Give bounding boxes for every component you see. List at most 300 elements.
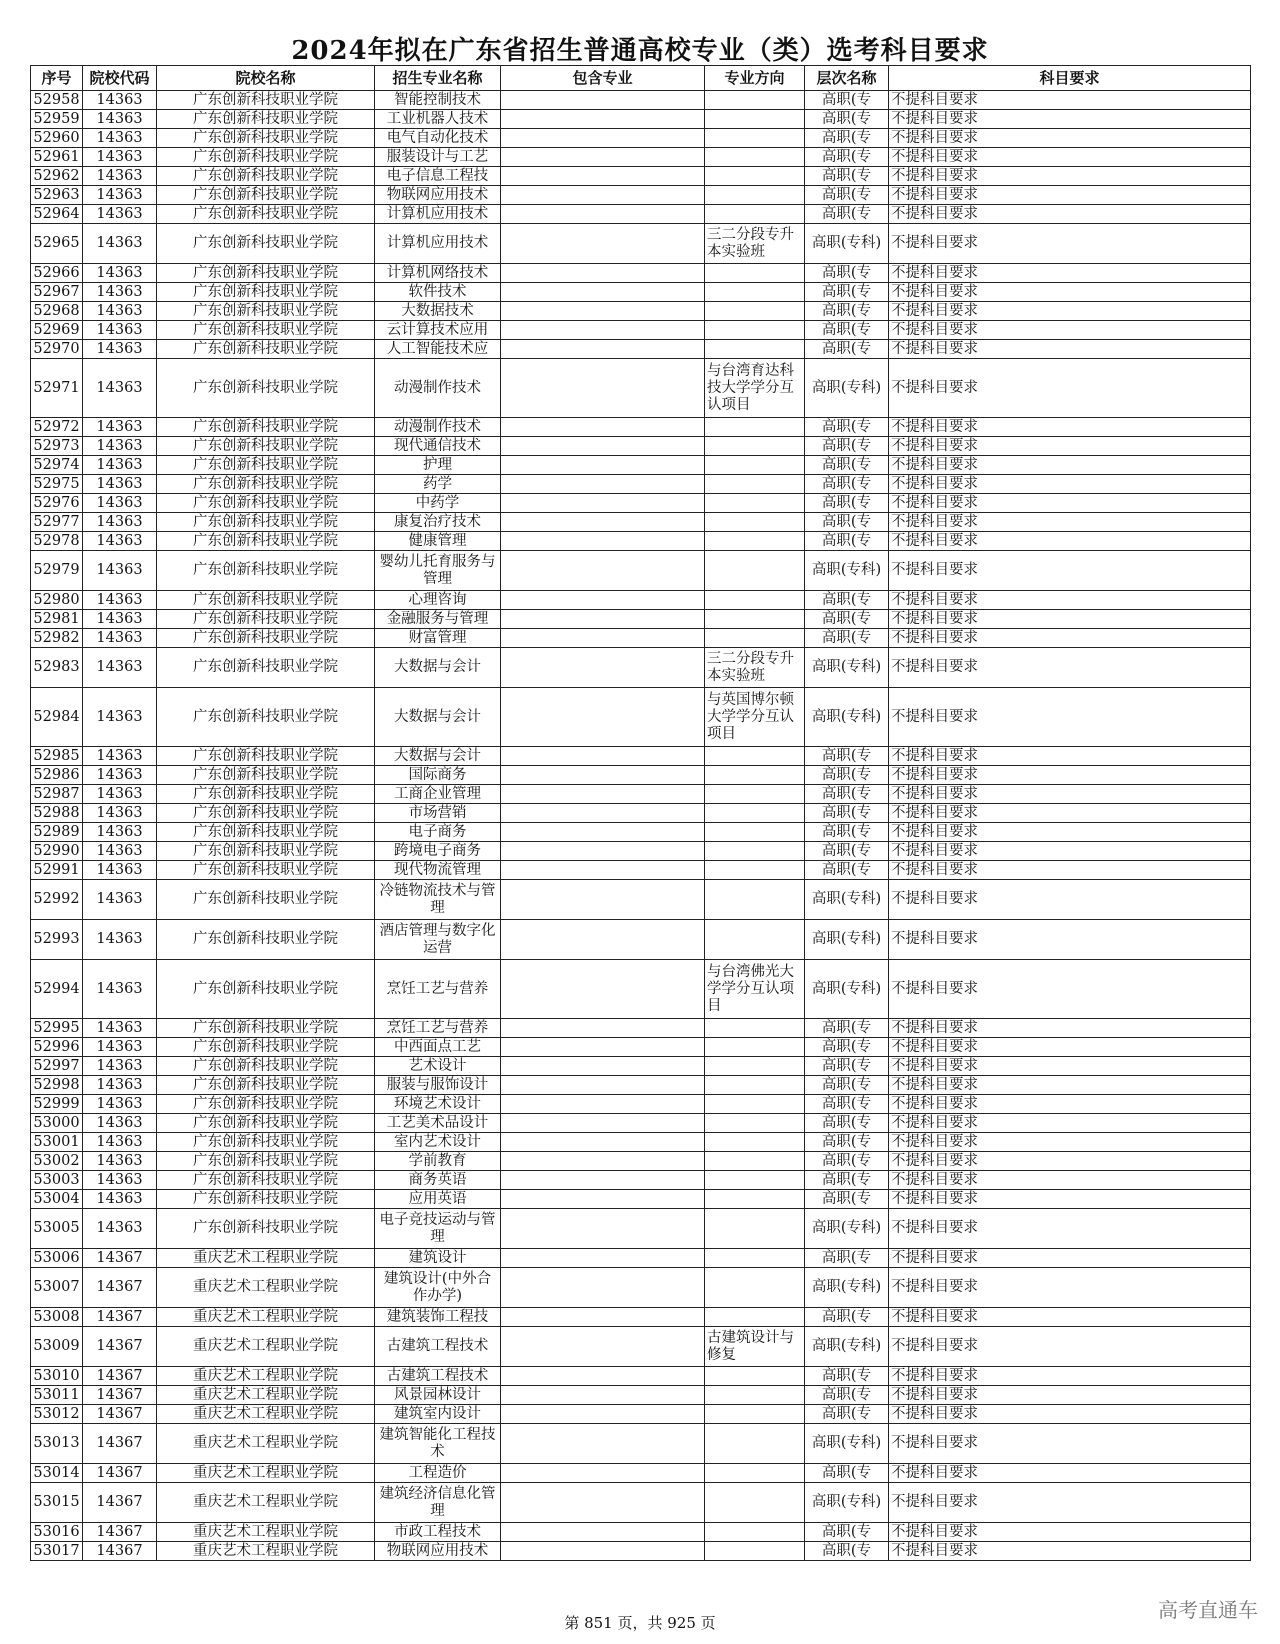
- cell-school-code: 14363: [83, 1190, 157, 1209]
- cell-included-majors: [501, 129, 705, 148]
- header-level: 层次名称: [805, 66, 889, 91]
- cell-level: 高职(专: [805, 629, 889, 648]
- cell-level: 高职(专: [805, 532, 889, 551]
- cell-subject-requirement: 不提科目要求: [889, 591, 1251, 610]
- cell-major-direction: [705, 475, 805, 494]
- cell-school-code: 14363: [83, 1038, 157, 1057]
- cell-level: 高职(专科): [805, 1209, 889, 1249]
- cell-school-code: 14367: [83, 1523, 157, 1542]
- cell-major-name: 应用英语: [375, 1190, 501, 1209]
- table-row: [31, 1405, 1251, 1424]
- cell-level: 高职(专: [805, 1133, 889, 1152]
- cell-school-name: 广东创新科技职业学院: [157, 1019, 375, 1038]
- cell-school-name: 广东创新科技职业学院: [157, 513, 375, 532]
- table-row: [31, 785, 1251, 804]
- cell-seq: 52958: [31, 91, 83, 110]
- cell-school-code: 14363: [83, 321, 157, 340]
- cell-major-direction: [705, 437, 805, 456]
- cell-subject-requirement: 不提科目要求: [889, 1424, 1251, 1464]
- cell-school-name: 广东创新科技职业学院: [157, 475, 375, 494]
- cell-seq: 52993: [31, 920, 83, 960]
- cell-subject-requirement: 不提科目要求: [889, 1038, 1251, 1057]
- cell-seq: 52994: [31, 960, 83, 1019]
- cell-level: 高职(专科): [805, 1424, 889, 1464]
- cell-major-name: 动漫制作技术: [375, 418, 501, 437]
- cell-major-name: 大数据与会计: [375, 747, 501, 766]
- cell-school-name: 广东创新科技职业学院: [157, 1171, 375, 1190]
- cell-seq: 52959: [31, 110, 83, 129]
- table-row: [31, 648, 1251, 688]
- cell-seq: 52971: [31, 359, 83, 418]
- cell-seq: 52962: [31, 167, 83, 186]
- cell-major-direction: [705, 766, 805, 785]
- cell-school-code: 14363: [83, 785, 157, 804]
- cell-included-majors: [501, 785, 705, 804]
- cell-major-direction: [705, 1057, 805, 1076]
- cell-school-code: 14363: [83, 823, 157, 842]
- cell-included-majors: [501, 1424, 705, 1464]
- cell-seq: 53006: [31, 1249, 83, 1268]
- cell-included-majors: [501, 1133, 705, 1152]
- cell-level: 高职(专: [805, 494, 889, 513]
- cell-level: 高职(专: [805, 804, 889, 823]
- cell-major-direction: [705, 418, 805, 437]
- cell-subject-requirement: 不提科目要求: [889, 766, 1251, 785]
- cell-seq: 52964: [31, 205, 83, 224]
- cell-major-name: 金融服务与管理: [375, 610, 501, 629]
- cell-seq: 52995: [31, 1019, 83, 1038]
- cell-school-code: 14363: [83, 688, 157, 747]
- cell-level: 高职(专: [805, 1095, 889, 1114]
- cell-major-direction: [705, 129, 805, 148]
- cell-major-name: 电子信息工程技: [375, 167, 501, 186]
- cell-level: 高职(专: [805, 437, 889, 456]
- cell-school-code: 14367: [83, 1367, 157, 1386]
- table-row: [31, 804, 1251, 823]
- cell-level: 高职(专科): [805, 1268, 889, 1308]
- header-major-direction: 专业方向: [705, 66, 805, 91]
- cell-major-direction: [705, 1249, 805, 1268]
- cell-included-majors: [501, 688, 705, 747]
- cell-major-name: 中药学: [375, 494, 501, 513]
- cell-included-majors: [501, 1327, 705, 1367]
- cell-school-code: 14363: [83, 1057, 157, 1076]
- cell-school-code: 14363: [83, 629, 157, 648]
- cell-major-direction: [705, 321, 805, 340]
- table-row: [31, 591, 1251, 610]
- cell-level: 高职(专: [805, 302, 889, 321]
- cell-included-majors: [501, 960, 705, 1019]
- cell-seq: 52990: [31, 842, 83, 861]
- cell-major-name: 古建筑工程技术: [375, 1327, 501, 1367]
- cell-included-majors: [501, 1542, 705, 1561]
- cell-subject-requirement: 不提科目要求: [889, 747, 1251, 766]
- cell-major-direction: [705, 1209, 805, 1249]
- cell-major-direction: [705, 1095, 805, 1114]
- cell-subject-requirement: 不提科目要求: [889, 302, 1251, 321]
- cell-level: 高职(专: [805, 1523, 889, 1542]
- cell-included-majors: [501, 532, 705, 551]
- cell-included-majors: [501, 591, 705, 610]
- header-major-name: 招生专业名称: [375, 66, 501, 91]
- cell-level: 高职(专: [805, 1076, 889, 1095]
- cell-seq: 52975: [31, 475, 83, 494]
- cell-major-name: 艺术设计: [375, 1057, 501, 1076]
- cell-school-code: 14367: [83, 1308, 157, 1327]
- cell-major-name: 工商企业管理: [375, 785, 501, 804]
- table-row: [31, 91, 1251, 110]
- cell-school-name: 重庆艺术工程职业学院: [157, 1367, 375, 1386]
- cell-seq: 53010: [31, 1367, 83, 1386]
- cell-included-majors: [501, 823, 705, 842]
- cell-school-code: 14363: [83, 648, 157, 688]
- cell-major-name: 心理咨询: [375, 591, 501, 610]
- cell-major-name: 计算机网络技术: [375, 264, 501, 283]
- cell-included-majors: [501, 766, 705, 785]
- cell-included-majors: [501, 321, 705, 340]
- cell-seq: 52979: [31, 551, 83, 591]
- cell-subject-requirement: 不提科目要求: [889, 1114, 1251, 1133]
- cell-level: 高职(专: [805, 283, 889, 302]
- cell-major-name: 婴幼儿托育服务与管理: [375, 551, 501, 591]
- table-row: [31, 1095, 1251, 1114]
- cell-major-name: 建筑设计: [375, 1249, 501, 1268]
- cell-included-majors: [501, 456, 705, 475]
- table-row: [31, 186, 1251, 205]
- page-title: 2024年拟在广东省招生普通高校专业（类）选考科目要求: [291, 36, 989, 66]
- cell-major-name: 现代物流管理: [375, 861, 501, 880]
- cell-major-name: 电子商务: [375, 823, 501, 842]
- cell-seq: 53013: [31, 1424, 83, 1464]
- cell-school-code: 14363: [83, 861, 157, 880]
- cell-school-code: 14363: [83, 551, 157, 591]
- table-row: [31, 1114, 1251, 1133]
- cell-school-code: 14367: [83, 1464, 157, 1483]
- cell-major-direction: [705, 1464, 805, 1483]
- cell-level: 高职(专: [805, 861, 889, 880]
- cell-school-code: 14367: [83, 1542, 157, 1561]
- cell-major-name: 电子竞技运动与管理: [375, 1209, 501, 1249]
- cell-subject-requirement: 不提科目要求: [889, 1133, 1251, 1152]
- cell-included-majors: [501, 1308, 705, 1327]
- table-row: [31, 167, 1251, 186]
- cell-major-direction: [705, 1038, 805, 1057]
- cell-major-name: 市政工程技术: [375, 1523, 501, 1542]
- cell-included-majors: [501, 1019, 705, 1038]
- cell-level: 高职(专: [805, 1249, 889, 1268]
- table-row: [31, 1133, 1251, 1152]
- table-row: [31, 321, 1251, 340]
- cell-seq: 52963: [31, 186, 83, 205]
- header-subject-requirement: 科目要求: [889, 66, 1251, 91]
- cell-school-name: 重庆艺术工程职业学院: [157, 1464, 375, 1483]
- cell-seq: 52985: [31, 747, 83, 766]
- cell-school-name: 广东创新科技职业学院: [157, 205, 375, 224]
- table-row: [31, 610, 1251, 629]
- cell-subject-requirement: 不提科目要求: [889, 205, 1251, 224]
- cell-school-name: 广东创新科技职业学院: [157, 186, 375, 205]
- cell-level: 高职(专: [805, 148, 889, 167]
- cell-school-code: 14363: [83, 302, 157, 321]
- cell-school-code: 14363: [83, 747, 157, 766]
- cell-major-direction: 三二分段专升本实验班: [705, 224, 805, 264]
- table-row: [31, 842, 1251, 861]
- table-row: [31, 1483, 1251, 1523]
- cell-level: 高职(专: [805, 1190, 889, 1209]
- cell-seq: 52987: [31, 785, 83, 804]
- table-row: [31, 1057, 1251, 1076]
- cell-subject-requirement: 不提科目要求: [889, 1542, 1251, 1561]
- cell-major-name: 建筑装饰工程技: [375, 1308, 501, 1327]
- cell-major-direction: [705, 1542, 805, 1561]
- cell-school-code: 14363: [83, 437, 157, 456]
- cell-level: 高职(专: [805, 110, 889, 129]
- cell-subject-requirement: 不提科目要求: [889, 148, 1251, 167]
- cell-level: 高职(专科): [805, 688, 889, 747]
- cell-school-name: 广东创新科技职业学院: [157, 747, 375, 766]
- cell-major-direction: [705, 1133, 805, 1152]
- cell-included-majors: [501, 842, 705, 861]
- cell-major-direction: [705, 167, 805, 186]
- cell-level: 高职(专: [805, 785, 889, 804]
- cell-school-code: 14363: [83, 110, 157, 129]
- cell-major-name: 服装设计与工艺: [375, 148, 501, 167]
- cell-subject-requirement: 不提科目要求: [889, 880, 1251, 920]
- cell-major-direction: [705, 1076, 805, 1095]
- cell-subject-requirement: 不提科目要求: [889, 629, 1251, 648]
- table-row: [31, 264, 1251, 283]
- cell-included-majors: [501, 648, 705, 688]
- cell-subject-requirement: 不提科目要求: [889, 861, 1251, 880]
- cell-school-name: 重庆艺术工程职业学院: [157, 1327, 375, 1367]
- cell-subject-requirement: 不提科目要求: [889, 1019, 1251, 1038]
- cell-seq: 52967: [31, 283, 83, 302]
- cell-subject-requirement: 不提科目要求: [889, 110, 1251, 129]
- table-row: [31, 224, 1251, 264]
- cell-subject-requirement: 不提科目要求: [889, 804, 1251, 823]
- cell-major-direction: [705, 340, 805, 359]
- cell-seq: 52978: [31, 532, 83, 551]
- cell-seq: 52997: [31, 1057, 83, 1076]
- cell-major-name: 学前教育: [375, 1152, 501, 1171]
- cell-included-majors: [501, 1209, 705, 1249]
- cell-included-majors: [501, 804, 705, 823]
- cell-major-direction: [705, 551, 805, 591]
- table-row: [31, 1424, 1251, 1464]
- cell-school-name: 重庆艺术工程职业学院: [157, 1405, 375, 1424]
- cell-school-name: 广东创新科技职业学院: [157, 456, 375, 475]
- cell-included-majors: [501, 1038, 705, 1057]
- cell-school-name: 广东创新科技职业学院: [157, 1076, 375, 1095]
- requirements-table: [30, 65, 1251, 1561]
- table-row: [31, 1308, 1251, 1327]
- table-row: [31, 823, 1251, 842]
- cell-included-majors: [501, 167, 705, 186]
- cell-school-name: 广东创新科技职业学院: [157, 129, 375, 148]
- cell-seq: 52989: [31, 823, 83, 842]
- cell-major-direction: [705, 91, 805, 110]
- cell-level: 高职(专: [805, 475, 889, 494]
- cell-major-name: 环境艺术设计: [375, 1095, 501, 1114]
- cell-included-majors: [501, 747, 705, 766]
- cell-school-name: 广东创新科技职业学院: [157, 1152, 375, 1171]
- cell-school-code: 14363: [83, 1076, 157, 1095]
- cell-included-majors: [501, 1405, 705, 1424]
- cell-seq: 52981: [31, 610, 83, 629]
- cell-major-name: 建筑智能化工程技术: [375, 1424, 501, 1464]
- cell-school-code: 14363: [83, 920, 157, 960]
- header-school-name: 院校名称: [157, 66, 375, 91]
- cell-level: 高职(专科): [805, 1327, 889, 1367]
- table-row: [31, 747, 1251, 766]
- cell-major-direction: [705, 532, 805, 551]
- cell-subject-requirement: 不提科目要求: [889, 456, 1251, 475]
- cell-subject-requirement: 不提科目要求: [889, 1095, 1251, 1114]
- cell-level: 高职(专: [805, 1464, 889, 1483]
- cell-school-name: 广东创新科技职业学院: [157, 785, 375, 804]
- cell-school-code: 14367: [83, 1268, 157, 1308]
- cell-major-direction: [705, 1523, 805, 1542]
- cell-school-code: 14363: [83, 224, 157, 264]
- cell-school-name: 重庆艺术工程职业学院: [157, 1268, 375, 1308]
- cell-subject-requirement: 不提科目要求: [889, 437, 1251, 456]
- cell-subject-requirement: 不提科目要求: [889, 283, 1251, 302]
- cell-subject-requirement: 不提科目要求: [889, 823, 1251, 842]
- cell-major-direction: [705, 880, 805, 920]
- cell-school-name: 广东创新科技职业学院: [157, 804, 375, 823]
- cell-subject-requirement: 不提科目要求: [889, 610, 1251, 629]
- cell-school-code: 14367: [83, 1405, 157, 1424]
- cell-level: 高职(专科): [805, 880, 889, 920]
- cell-major-direction: [705, 494, 805, 513]
- cell-major-name: 古建筑工程技术: [375, 1367, 501, 1386]
- page-footer: 第 851 页，共 925 页: [564, 1614, 716, 1632]
- cell-level: 高职(专科): [805, 1483, 889, 1523]
- cell-subject-requirement: 不提科目要求: [889, 1268, 1251, 1308]
- table-row: [31, 283, 1251, 302]
- cell-seq: 53004: [31, 1190, 83, 1209]
- cell-seq: 52984: [31, 688, 83, 747]
- cell-major-direction: [705, 302, 805, 321]
- cell-included-majors: [501, 551, 705, 591]
- cell-major-direction: [705, 456, 805, 475]
- cell-included-majors: [501, 1367, 705, 1386]
- cell-school-name: 重庆艺术工程职业学院: [157, 1249, 375, 1268]
- cell-major-direction: [705, 610, 805, 629]
- cell-school-code: 14363: [83, 532, 157, 551]
- cell-school-name: 广东创新科技职业学院: [157, 1190, 375, 1209]
- cell-subject-requirement: 不提科目要求: [889, 264, 1251, 283]
- cell-major-direction: [705, 148, 805, 167]
- cell-seq: 52992: [31, 880, 83, 920]
- cell-school-name: 广东创新科技职业学院: [157, 321, 375, 340]
- cell-major-direction: [705, 1171, 805, 1190]
- cell-seq: 53008: [31, 1308, 83, 1327]
- cell-school-code: 14363: [83, 591, 157, 610]
- cell-school-code: 14363: [83, 1095, 157, 1114]
- cell-subject-requirement: 不提科目要求: [889, 129, 1251, 148]
- cell-subject-requirement: 不提科目要求: [889, 1327, 1251, 1367]
- cell-subject-requirement: 不提科目要求: [889, 494, 1251, 513]
- cell-level: 高职(专: [805, 1152, 889, 1171]
- cell-subject-requirement: 不提科目要求: [889, 842, 1251, 861]
- cell-seq: 52966: [31, 264, 83, 283]
- cell-major-direction: [705, 1424, 805, 1464]
- cell-major-direction: [705, 1114, 805, 1133]
- cell-included-majors: [501, 610, 705, 629]
- cell-included-majors: [501, 1076, 705, 1095]
- cell-school-code: 14363: [83, 610, 157, 629]
- cell-level: 高职(专: [805, 1019, 889, 1038]
- cell-level: 高职(专: [805, 766, 889, 785]
- cell-subject-requirement: 不提科目要求: [889, 1464, 1251, 1483]
- cell-level: 高职(专: [805, 1308, 889, 1327]
- cell-major-direction: 古建筑设计与修复: [705, 1327, 805, 1367]
- cell-subject-requirement: 不提科目要求: [889, 167, 1251, 186]
- cell-major-name: 计算机应用技术: [375, 224, 501, 264]
- cell-seq: 52991: [31, 861, 83, 880]
- cell-seq: 53007: [31, 1268, 83, 1308]
- cell-included-majors: [501, 186, 705, 205]
- cell-major-name: 人工智能技术应: [375, 340, 501, 359]
- cell-school-code: 14367: [83, 1386, 157, 1405]
- cell-included-majors: [501, 283, 705, 302]
- cell-major-direction: [705, 785, 805, 804]
- cell-school-name: 广东创新科技职业学院: [157, 861, 375, 880]
- cell-school-code: 14363: [83, 1171, 157, 1190]
- cell-major-name: 动漫制作技术: [375, 359, 501, 418]
- cell-school-code: 14363: [83, 340, 157, 359]
- table-row: [31, 861, 1251, 880]
- table-row: [31, 456, 1251, 475]
- cell-subject-requirement: 不提科目要求: [889, 785, 1251, 804]
- cell-included-majors: [501, 1386, 705, 1405]
- cell-seq: 52982: [31, 629, 83, 648]
- table-row: [31, 513, 1251, 532]
- cell-subject-requirement: 不提科目要求: [889, 513, 1251, 532]
- cell-major-name: 工艺美术品设计: [375, 1114, 501, 1133]
- brand-watermark-text: 高考直通车: [1158, 1598, 1258, 1622]
- cell-major-name: 冷链物流技术与管理: [375, 880, 501, 920]
- cell-major-name: 室内艺术设计: [375, 1133, 501, 1152]
- cell-school-name: 广东创新科技职业学院: [157, 920, 375, 960]
- cell-major-name: 烹饪工艺与营养: [375, 960, 501, 1019]
- cell-school-name: 广东创新科技职业学院: [157, 823, 375, 842]
- cell-level: 高职(专: [805, 1542, 889, 1561]
- cell-level: 高职(专: [805, 610, 889, 629]
- cell-seq: 52976: [31, 494, 83, 513]
- cell-school-code: 14367: [83, 1424, 157, 1464]
- cell-school-name: 广东创新科技职业学院: [157, 340, 375, 359]
- cell-seq: 52999: [31, 1095, 83, 1114]
- cell-included-majors: [501, 1190, 705, 1209]
- table-row: [31, 418, 1251, 437]
- cell-level: 高职(专: [805, 340, 889, 359]
- cell-included-majors: [501, 1057, 705, 1076]
- cell-school-code: 14367: [83, 1327, 157, 1367]
- cell-seq: 52980: [31, 591, 83, 610]
- cell-school-name: 广东创新科技职业学院: [157, 91, 375, 110]
- cell-included-majors: [501, 224, 705, 264]
- cell-major-direction: [705, 1152, 805, 1171]
- cell-school-name: 广东创新科技职业学院: [157, 629, 375, 648]
- cell-subject-requirement: 不提科目要求: [889, 1249, 1251, 1268]
- cell-included-majors: [501, 920, 705, 960]
- cell-school-code: 14363: [83, 205, 157, 224]
- cell-school-code: 14363: [83, 513, 157, 532]
- cell-school-code: 14363: [83, 91, 157, 110]
- cell-school-code: 14363: [83, 418, 157, 437]
